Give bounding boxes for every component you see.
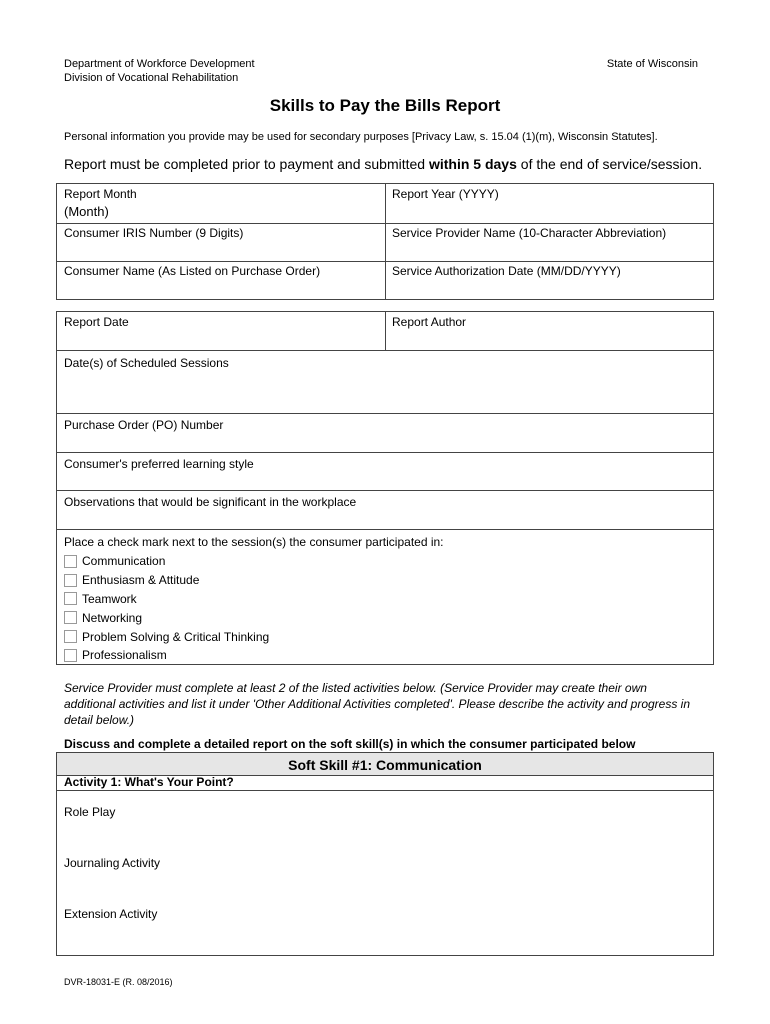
- journaling-activity-label: Journaling Activity: [64, 856, 161, 870]
- checklist-item-label: Problem Solving & Critical Thinking: [82, 629, 270, 644]
- checkbox[interactable]: [64, 574, 77, 587]
- report-month-value[interactable]: (Month): [64, 204, 109, 219]
- checkbox[interactable]: [64, 555, 77, 568]
- checklist-item-communication[interactable]: [64, 552, 706, 571]
- submission-note-text: Report must be completed prior to payment and submitted: [64, 156, 429, 172]
- extension-activity-label: Extension Activity: [64, 907, 158, 921]
- submission-note: [64, 156, 702, 172]
- report-author-label: Report Author: [392, 315, 467, 329]
- checkbox[interactable]: [64, 630, 77, 643]
- provider-instructions: Service Provider must complete at least 2 of the listed activities below. (Service Provider may create their own additional activities and list it under 'Other Additional Activities completed'. Please describe the activity and progress in detail below.): [64, 681, 691, 727]
- report-author-field[interactable]: [385, 312, 713, 350]
- submission-deadline: within 5 days: [428, 156, 517, 172]
- po-number-field[interactable]: [57, 413, 713, 452]
- learning-style-field[interactable]: [57, 452, 713, 490]
- soft-skill-table: [56, 752, 714, 956]
- report-year-label: Report Year (YYYY): [392, 187, 499, 201]
- consumer-info-table: [56, 183, 714, 300]
- discuss-heading: Discuss and complete a detailed report on the soft skill(s) in which the consumer participated below: [64, 737, 636, 751]
- scheduled-sessions-field[interactable]: [57, 350, 713, 413]
- privacy-notice: Personal information you provide may be used for secondary purposes [Privacy Law, s. 15.04 (1)(m), Wisconsin Statutes].: [64, 131, 658, 143]
- learning-style-label: Consumer's preferred learning style: [64, 457, 254, 471]
- checklist-item-label: Teamwork: [82, 591, 137, 606]
- report-month-field[interactable]: [57, 184, 385, 223]
- soft-skill-title: Soft Skill #1: Communication: [57, 753, 713, 775]
- checkbox[interactable]: [64, 592, 77, 605]
- authorization-date-field[interactable]: [385, 261, 713, 299]
- checklist-item-enthusiasm[interactable]: [64, 571, 706, 590]
- checklist-item-label: Networking: [82, 610, 143, 625]
- session-checklist: [57, 529, 713, 664]
- provider-name-field[interactable]: [385, 223, 713, 261]
- scheduled-sessions-label: Date(s) of Scheduled Sessions: [64, 356, 229, 370]
- form-number-footer: DVR-18031-E (R. 08/2016): [64, 977, 173, 987]
- checklist-item-problem-solving[interactable]: [64, 627, 706, 646]
- checklist-item-networking[interactable]: [64, 608, 706, 627]
- iris-number-label: Consumer IRIS Number (9 Digits): [64, 226, 244, 240]
- department-line: Department of Workforce Development: [64, 58, 255, 70]
- po-number-label: Purchase Order (PO) Number: [64, 418, 224, 432]
- state-label: State of Wisconsin: [606, 58, 698, 70]
- report-date-field[interactable]: [57, 312, 385, 350]
- checkbox[interactable]: [64, 649, 77, 662]
- authorization-date-label: Service Authorization Date (MM/DD/YYYY): [392, 264, 621, 278]
- checklist-item-label: Enthusiasm & Attitude: [82, 573, 200, 588]
- consumer-name-label: Consumer Name (As Listed on Purchase Order): [64, 264, 321, 278]
- observations-field[interactable]: [57, 490, 713, 529]
- checklist-item-label: Communication: [82, 554, 166, 569]
- checkbox[interactable]: [64, 611, 77, 624]
- report-year-field[interactable]: [385, 184, 713, 223]
- division-line: Division of Vocational Rehabilitation: [64, 72, 239, 84]
- report-date-label: Report Date: [64, 315, 129, 329]
- page-title: Skills to Pay the Bills Report: [269, 96, 501, 115]
- iris-number-field[interactable]: [57, 223, 385, 261]
- observations-label: Observations that would be significant in the workplace: [64, 495, 357, 509]
- activity-heading: Activity 1: What's Your Point?: [64, 775, 234, 789]
- consumer-name-field[interactable]: [57, 261, 385, 299]
- session-details-table: [56, 311, 714, 665]
- report-month-label: Report Month: [64, 187, 137, 201]
- checklist-item-teamwork[interactable]: [64, 590, 706, 609]
- department-header: [64, 57, 255, 85]
- checklist-intro: Place a check mark next to the session(s) the consumer participated in:: [64, 535, 444, 549]
- checklist-item-label: Professionalism: [82, 648, 167, 663]
- role-play-label: Role Play: [64, 805, 116, 819]
- submission-note-end: of the end of service/session.: [516, 156, 703, 172]
- provider-name-label: Service Provider Name (10-Character Abbreviation): [392, 226, 667, 240]
- checklist-item-professionalism[interactable]: [64, 646, 706, 665]
